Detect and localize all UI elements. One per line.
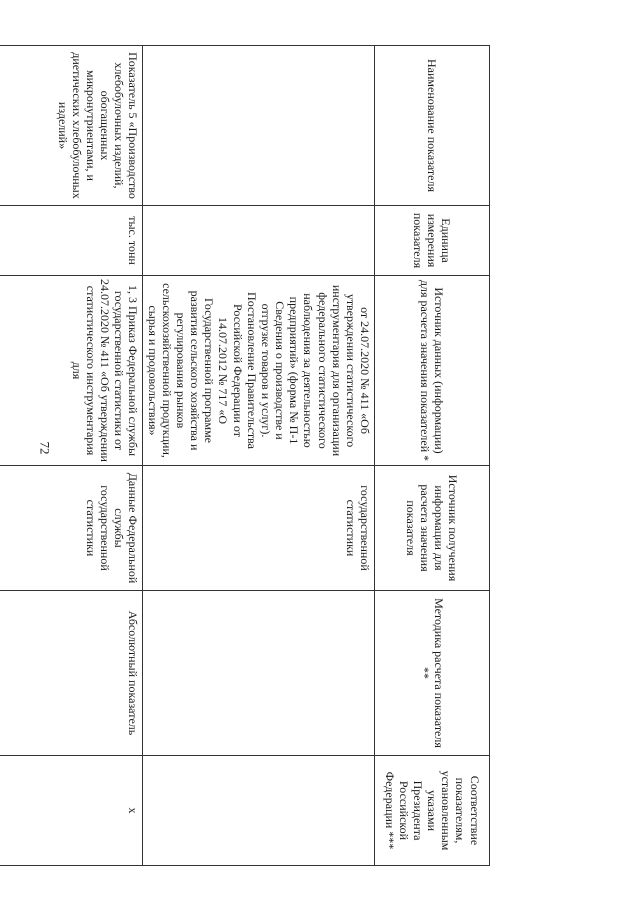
cell-info-source: государственной статистики: [143, 466, 375, 591]
indicator-table: [0, 45, 490, 866]
header-indicator-name: Наименование показателя: [375, 46, 490, 206]
cell-unit: [143, 206, 375, 276]
header-info-source: Источник получения информации для расчета значения показателя: [375, 466, 490, 591]
cell-info-source: Данные Федеральной службы государственной статистики: [0, 466, 143, 591]
cell-method: [143, 591, 375, 756]
cell-name: [143, 46, 375, 206]
cell-compliance: х: [0, 756, 143, 866]
cell-unit: тыс. тонн: [0, 206, 143, 276]
rotated-table-container: [55, 45, 490, 865]
header-compliance: Соответствие показателям, установленным указами Президента Российской Федерации ***: [375, 756, 490, 866]
table-row: [0, 46, 143, 866]
page-number: 72: [37, 441, 53, 455]
header-data-source: Источник данных (информации) для расчета значения показателей *: [375, 276, 490, 466]
header-method: Методика расчета показателя **: [375, 591, 490, 756]
cell-name: Показатель 5 «Производство хлебобулочных изделий, обогащенных микронутриентами, и диетических хлебобулочных изделий»: [0, 46, 143, 206]
table-header-row: [375, 46, 490, 866]
cell-compliance: [143, 756, 375, 866]
table-row: [143, 46, 375, 866]
header-unit: Единица измерения показателя: [375, 206, 490, 276]
cell-data-source: 1, 3 Приказ Федеральной службы государственной статистики от 24.07.2020 № 411 «Об утверждении статистического инструментария для: [0, 276, 143, 466]
cell-method: Абсолютный показатель: [0, 591, 143, 756]
cell-data-source: от 24.07.2020 № 411 «Об утверждении статистического инструментария для организации федерального статистического наблюдения за деятельностью предприятий» (форма № П-1 Сведения о производстве и отгрузке товаров и услуг). Постановление Правительства Российской Федерации от 14.07.2012 № 717 «О Государственной программе развития сельского хозяйства и регулирования рынков сельскохозяйственной продукции, сырья и продовольствия»: [143, 276, 375, 466]
